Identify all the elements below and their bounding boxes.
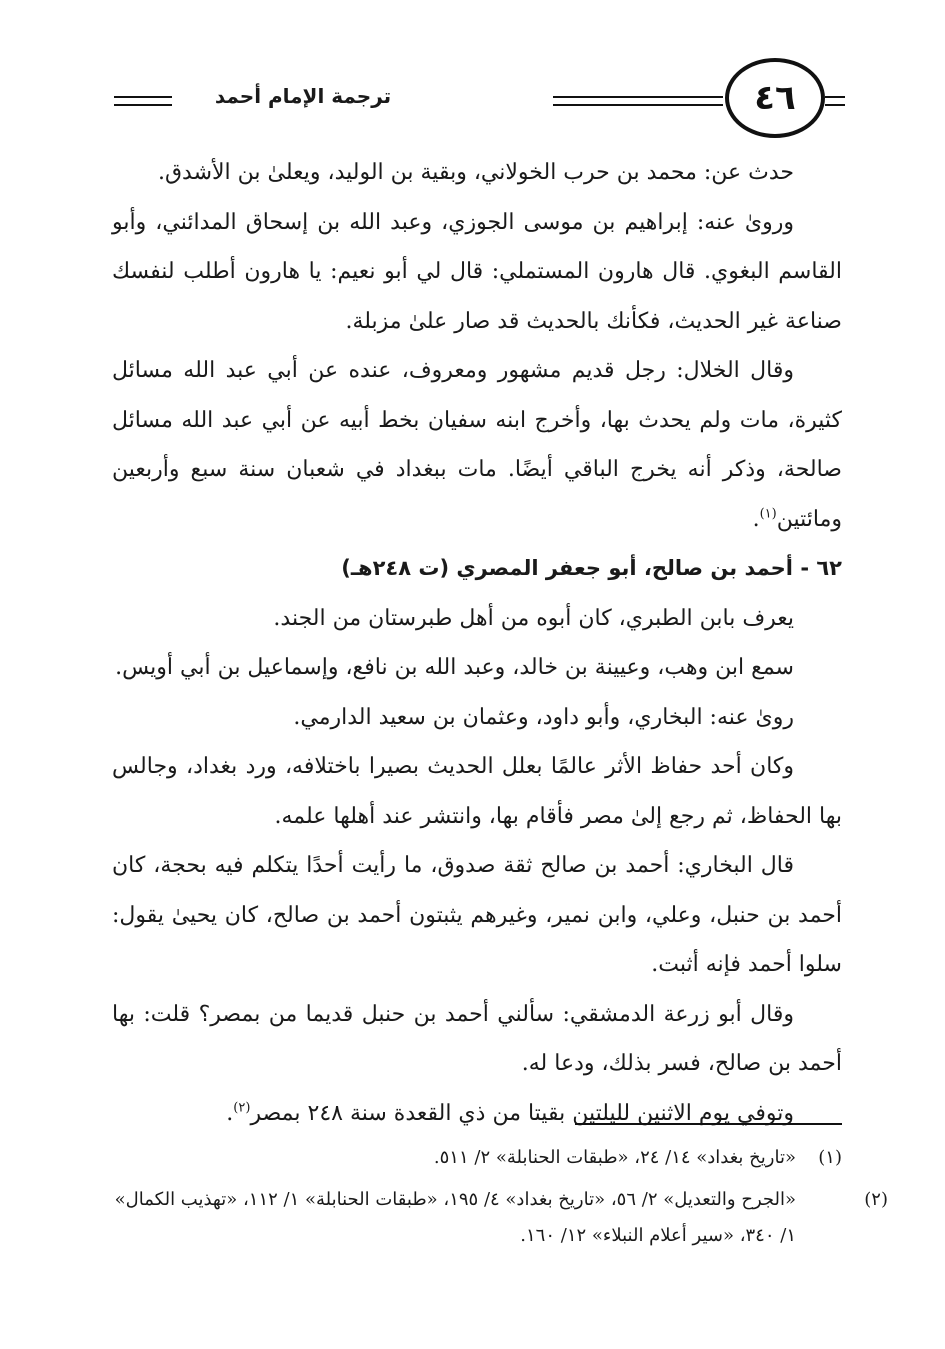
footnote-separator — [575, 1123, 842, 1125]
page-header — [100, 58, 845, 148]
footnote-text: «تاريخ بغداد» ١٤/ ٢٤، «طبقات الحنابلة» ٢/ ٥١١. — [433, 1147, 796, 1168]
page-number: ٤٦ — [725, 58, 825, 138]
footnote-reference: (٢) — [233, 1100, 251, 1116]
paragraph: سمع ابن وهب، وعيينة بن خالد، وعبد الله بن نافع، وإسماعيل بن أبي أويس. — [115, 655, 794, 680]
header-rule-left — [114, 96, 172, 106]
paragraph: قال البخاري: أحمد بن صالح ثقة صدوق، ما رأيت أحدًا يتكلم فيه بحجة، كان أحمد بن حنبل، وعلي، وابن نمير، وغيرهم يثبتون أحمد بن صالح، كان يحيىٰ يقول: سلوا أحمد فإنه أثبت. — [112, 853, 842, 977]
paragraph — [112, 1089, 842, 1139]
main-text — [112, 148, 842, 1138]
paragraph: وقال أبو زرعة الدمشقي: سألني أحمد بن حنبل قديما من بمصر؟ قلت: بها أحمد بن صالح، فسر بذلك، ودعا له. — [112, 1001, 842, 1076]
footnote — [112, 1182, 888, 1254]
header-rule-right — [825, 96, 845, 106]
footnote — [112, 1140, 842, 1176]
paragraph-end: . — [752, 506, 760, 532]
paragraph — [112, 346, 842, 544]
paragraph-end: . — [226, 1100, 234, 1126]
paragraph-text: وتوفي يوم الاثنين لليلتين بقيتا من ذي القعدة سنة ٢٤٨ بمصر — [250, 1100, 794, 1126]
header-rule-middle — [553, 96, 723, 106]
running-title: ترجمة الإمام أحمد — [214, 84, 392, 108]
paragraph: روىٰ عنه: البخاري، وأبو داود، وعثمان بن سعيد الدارمي. — [293, 704, 794, 730]
footnote-text: «الجرح والتعديل» ٢/ ٥٦، «تاريخ بغداد» ٤/ ١٩٥، «طبقات الحنابلة» ١/ ١١٢، «تهذيب الكمال» ١/ ٣٤٠، «سير أعلام النبلاء» ١٢/ ١٦٠. — [114, 1189, 796, 1246]
footnote-reference: (١) — [759, 506, 777, 522]
entry-number: ٦٢ - — [800, 556, 842, 580]
footnotes — [112, 1140, 888, 1260]
entry-title: أحمد بن صالح، أبو جعفر المصري (ت ٢٤٨هـ) — [341, 556, 794, 580]
paragraph: حدث عن: محمد بن حرب الخولاني، وبقية بن الوليد، ويعلىٰ بن الأشدق. — [157, 160, 794, 185]
paragraph-text: وقال الخلال: رجل قديم مشهور ومعروف، عنده عن أبي عبد الله مسائل كثيرة، مات ولم يحدث بها، وأخرج ابنه سفيان بخط أبيه عن أبي عبد الله مسائل صالحة، وذكر أنه يخرج الباقي أيضًا. مات ببغداد في شعبان سنة سبع وأربعين ومائتين — [112, 358, 842, 532]
paragraph: وكان أحد حفاظ الأثر عالمًا بعلل الحديث بصيرا باختلافه، ورد بغداد، وجالس بها الحفاظ، ثم رجع إلىٰ مصر فأقام بها، وانتشر عند أهلها علمه. — [112, 754, 842, 829]
paragraph: يعرف بابن الطبري، كان أبوه من أهل طبرستان من الجند. — [273, 605, 794, 631]
paragraph: وروىٰ عنه: إبراهيم بن موسى الجوزي، وعبد الله بن إسحاق المدائني، وأبو القاسم البغوي. قال هارون المستملي: قال لي أبو نعيم: يا هارون أطلب لنفسك صناعة غير الحديث، فكأنك بالحديث قد صار علىٰ مزبلة. — [112, 209, 842, 334]
footnote-number: (٢) — [864, 1189, 888, 1210]
entry-heading — [112, 544, 842, 594]
footnote-number: (١) — [818, 1147, 842, 1168]
